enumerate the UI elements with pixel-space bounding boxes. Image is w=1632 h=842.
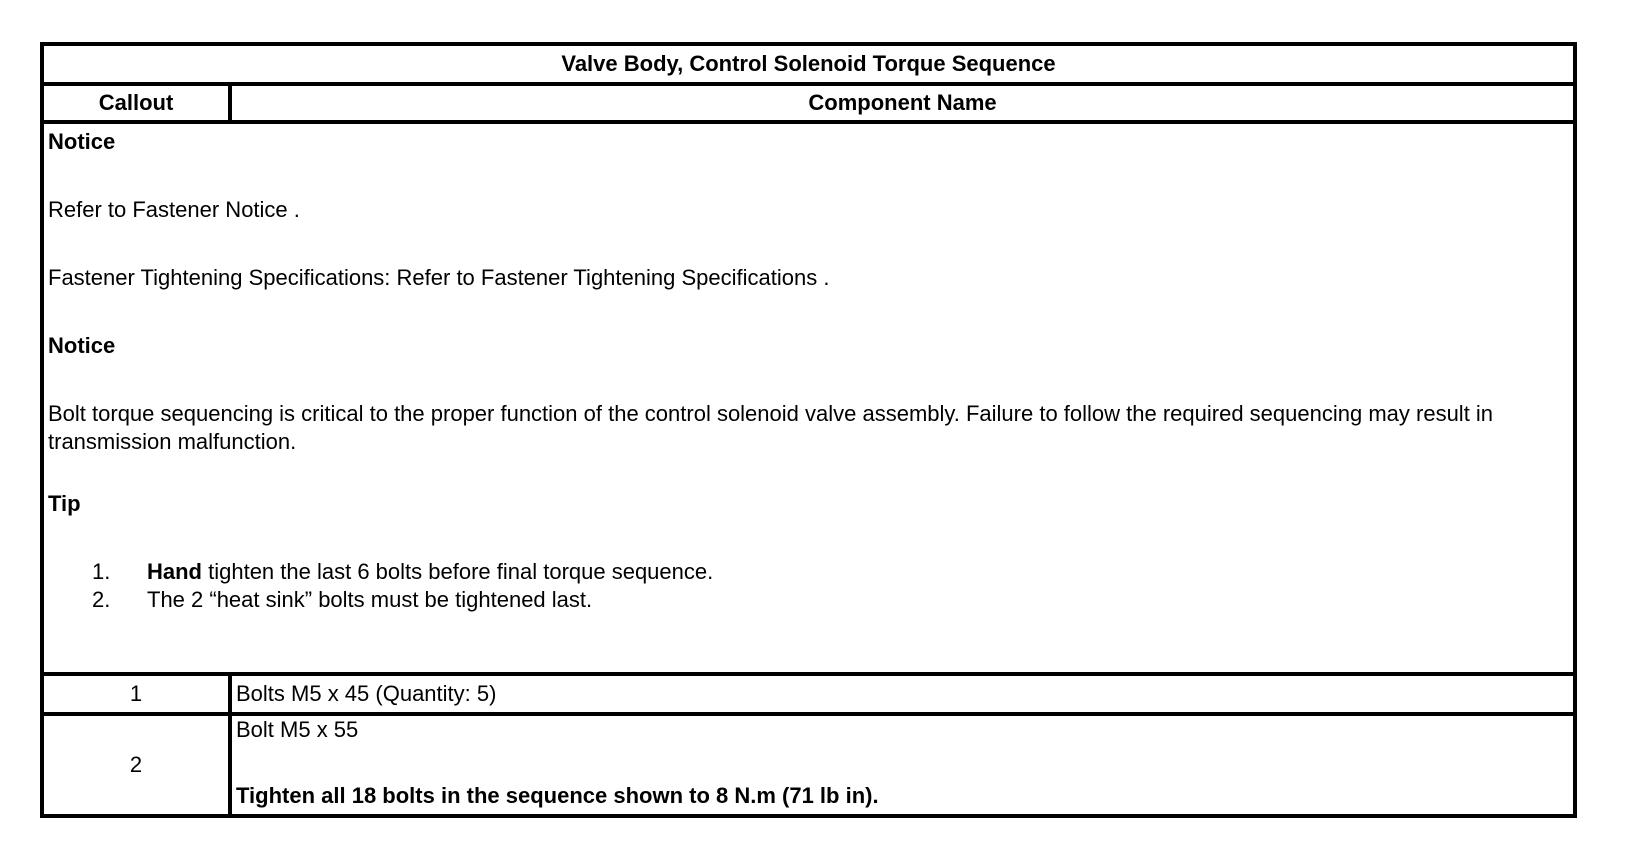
callout-number: 2	[42, 714, 230, 816]
component-cell	[230, 714, 1575, 816]
column-header-component-name: Component Name	[230, 84, 1575, 122]
torque-sequence-table	[40, 42, 1577, 818]
notes-section	[42, 122, 1575, 674]
notice-heading: Notice	[48, 333, 116, 358]
table-title: Valve Body, Control Solenoid Torque Sequence	[42, 44, 1575, 84]
component-name: Bolts M5 x 45 (Quantity: 5)	[230, 674, 1575, 714]
torque-instruction: Tighten all 18 bolts in the sequence shown to 8 N.m (71 lb in).	[236, 783, 879, 808]
list-item-number: 1.	[92, 559, 111, 584]
tip-list	[48, 558, 1573, 614]
fastener-specs-text: Fastener Tightening Specifications: Refer to Fastener Tightening Specifications .	[48, 265, 830, 290]
table-row	[42, 714, 1575, 816]
table-row	[42, 674, 1575, 714]
list-item-number: 2.	[92, 587, 111, 612]
callout-number: 1	[42, 674, 230, 714]
list-item-text: tighten the last 6 bolts before final torque sequence.	[202, 559, 714, 584]
notice-heading: Notice	[48, 129, 116, 154]
torque-sequencing-notice-text: Bolt torque sequencing is critical to the proper function of the control solenoid valve assembly. Failure to follow the required sequencing may result in transmission malfunction.	[48, 401, 1494, 454]
list-item-text: The 2 “heat sink” bolts must be tightened last.	[147, 587, 593, 612]
column-header-callout: Callout	[42, 84, 230, 122]
fastener-notice-text: Refer to Fastener Notice .	[48, 197, 300, 222]
list-item	[48, 558, 1573, 586]
tip-heading: Tip	[48, 491, 81, 516]
component-name: Bolt M5 x 55	[236, 717, 359, 742]
list-item	[48, 586, 1573, 614]
list-item-emphasis: Hand	[147, 559, 202, 584]
